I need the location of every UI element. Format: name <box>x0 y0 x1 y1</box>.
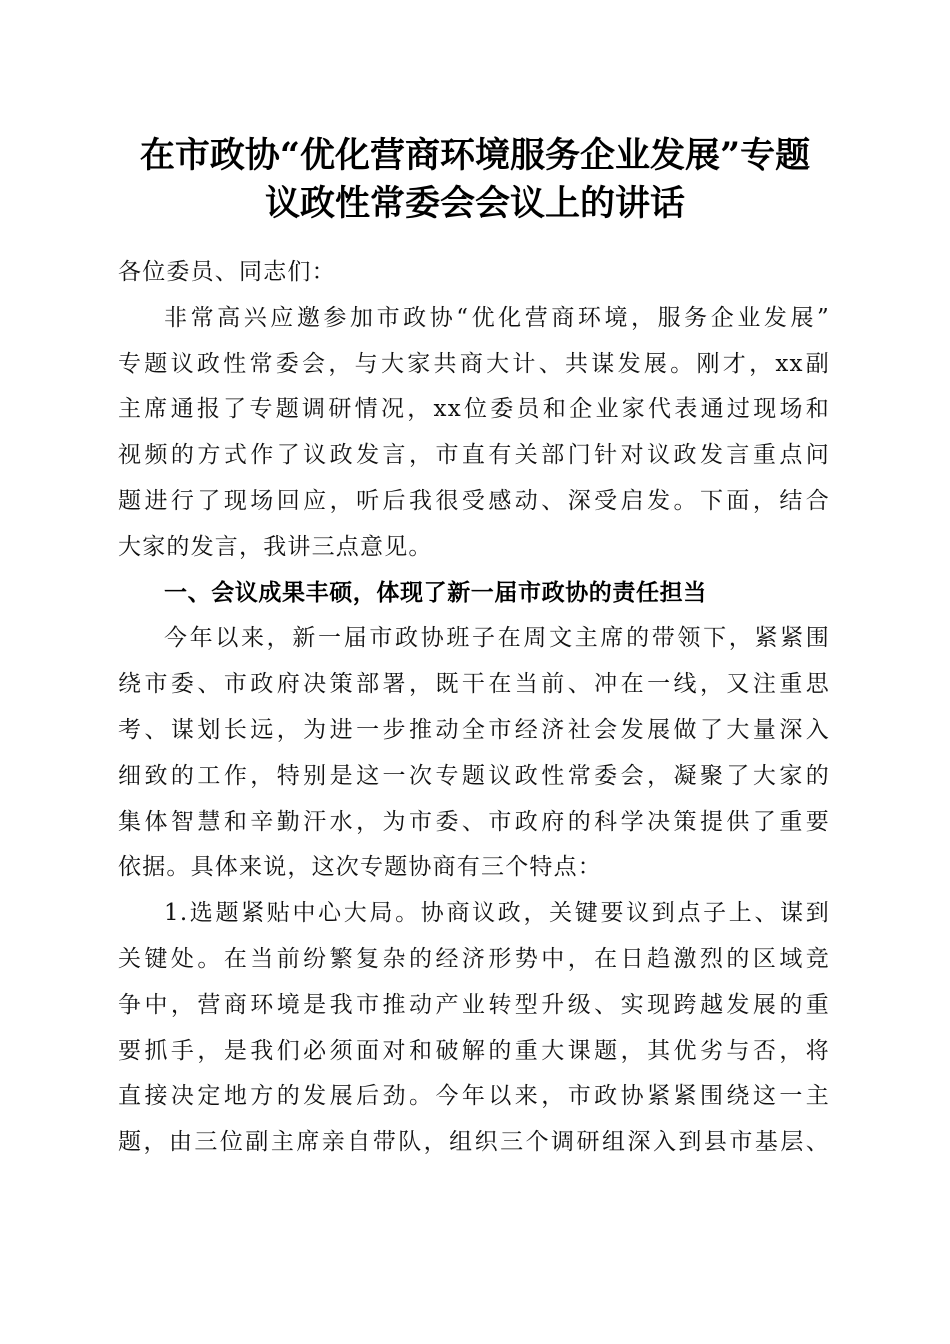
title-line-2: 议政性常委会会议上的讲话 <box>264 183 685 224</box>
paragraph-line: 争中，营商环境是我市推动产业转型升级、实现跨越发展的重 <box>118 991 830 1018</box>
paragraph-line: 依据。具体来说，这次专题协商有三个特点： <box>118 854 602 881</box>
paragraph-line: 视频的方式作了议政发言，市直有关部门针对议政发言重点问 <box>118 442 830 469</box>
paragraph-line: 专题议政性常委会，与大家共商大计、共谋发展。刚才，xx副 <box>118 350 830 377</box>
paragraph-line: 直接决定地方的发展后劲。今年以来，市政协紧紧围绕这一主 <box>118 1083 830 1110</box>
paragraph-section-1 <box>118 616 830 891</box>
paragraph-line: 关键处。在当前纷繁复杂的经济形势中，在日趋激烈的区域竞 <box>118 945 830 972</box>
paragraph-line: 细致的工作，特别是这一次专题议政性常委会，凝聚了大家的 <box>118 762 830 789</box>
paragraph-line: 今年以来，新一届市政协班子在周文主席的带领下，紧紧围 <box>164 625 830 652</box>
section-heading-1: 一、会议成果丰硕，体现了新一届市政协的责任担当 <box>164 579 707 606</box>
paragraph-line: 题，由三位副主席亲自带队，组织三个调研组深入到县市基层、 <box>118 1129 830 1156</box>
paragraph-line: 集体智慧和辛勤汗水，为市委、市政府的科学决策提供了重要 <box>118 808 830 835</box>
paragraph-line: 1.选题紧贴中心大局。协商议政，关键要议到点子上、谋到 <box>164 900 830 927</box>
paragraph-point-1 <box>118 891 830 1166</box>
paragraph-opening <box>118 296 830 571</box>
document-body <box>118 250 830 1166</box>
paragraph-line: 题进行了现场回应，听后我很受感动、深受启发。下面，结合 <box>118 487 830 514</box>
paragraph-line: 考、谋划长远，为进一步推动全市经济社会发展做了大量深入 <box>118 716 830 743</box>
greeting: 各位委员、同志们： <box>118 259 336 285</box>
title-line-1: 在市政协“优化营商环境服务企业发展”专题 <box>139 135 811 176</box>
document-title <box>100 132 850 228</box>
paragraph-line: 要抓手，是我们必须面对和破解的重大课题，其优劣与否，将 <box>118 1037 830 1064</box>
paragraph-line: 主席通报了专题调研情况，xx位委员和企业家代表通过现场和 <box>118 396 830 423</box>
paragraph-line: 绕市委、市政府决策部署，既干在当前、冲在一线，又注重思 <box>118 671 830 698</box>
paragraph-line: 非常高兴应邀参加市政协“优化营商环境，服务企业发展” <box>164 304 830 331</box>
paragraph-line: 大家的发言，我讲三点意见。 <box>118 533 433 560</box>
